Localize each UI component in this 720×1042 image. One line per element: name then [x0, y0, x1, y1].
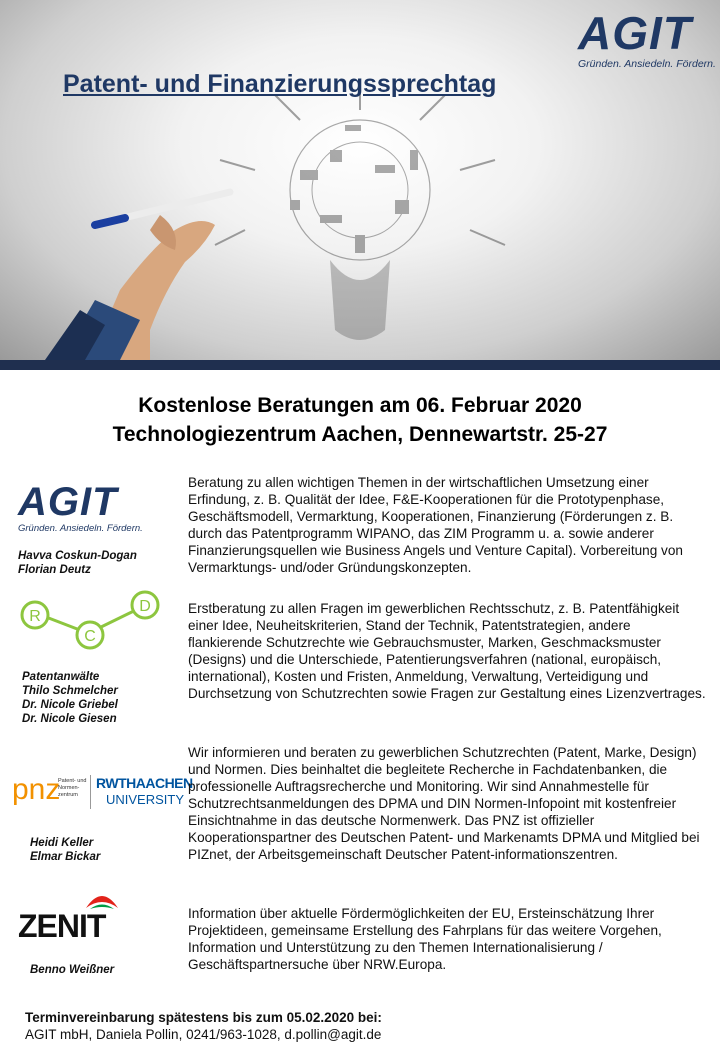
pnz-logo-word: pnz	[12, 773, 61, 806]
contact-name: Thilo Schmelcher	[22, 685, 118, 697]
agit-logo-tagline: Gründen. Ansiedeln. Fördern.	[578, 58, 716, 70]
contact-info: AGIT mbH, Daniela Pollin, 0241/963-1028, d.pollin@agit.de	[25, 1027, 382, 1042]
zenit-description: Information über aktuelle Fördermöglichkeiten der EU, Ersteinschätzung Ihrer Projektideen, gemeinsame Erstellung des Fahrplans für das weitere Vorgehen, Information und Unterstützung zu den Themen Internationalisierung / Geschäftspartnersuche über NRW.Europa.	[188, 906, 662, 972]
contact-name: Florian Deutz	[18, 564, 91, 576]
agit-contact-names	[18, 549, 137, 577]
contact-name: Benno Weißner	[30, 964, 115, 976]
agit-partner-logo-tagline: Gründen. Ansiedeln. Fördern.	[18, 523, 143, 534]
appointment-deadline: Terminvereinbarung spätestens bis zum 05.02.2020 bei:	[25, 1010, 382, 1025]
contact-name: Havva Coskun-Dogan	[18, 550, 137, 562]
rcd-description: Erstberatung zu allen Fragen im gewerblichen Rechtsschutz, z. B. Patentfähigkeit einer Idee, Neuheitskriterien, Stand der Technik, Patentstrategien, andere flankierende Schutzrechte wie Gebrauchsmuster, Marken, Geschmacksmuster (Designs) und die Unterschiede, Patentierungsverfahren (national, europäisch, international), Kosten und Fristen, Anmeldung, Verwaltung, Verteidigung und Durchsetzung von Schutzrechten sowie Fragen zur Gestaltung eines Lizenzvertrages.	[188, 601, 706, 701]
zenit-contact-names	[30, 963, 114, 977]
contact-name: Dr. Nicole Griebel	[22, 699, 118, 711]
agit-partner-logo	[18, 482, 168, 534]
rcd-logo-letter: R	[29, 608, 41, 625]
headline-location: Technologiezentrum Aachen, Dennewartstr. 25-27	[112, 423, 608, 446]
rwth-logo-line1: RWTHAACHEN	[96, 775, 193, 791]
agit-description: Beratung zu allen wichtigen Themen in der wirtschaftlichen Umsetzung einer Erfindung, z. B. Qualität der Idee, F&E-Kooperationen für die Prototypenphase, Geschäftsmodell, Vermarktung, Kooperationen, Finanzierung (Förderungen z. B. durch das Patentprogramm WIPANO, das ZIM Programm u. a. sowie anderer Finanzierungsquellen wie Business Angels und Venture Capital). Vorbereitung von Vermarktungs- und/oder Gründungskonzepten.	[188, 475, 683, 575]
hero-banner	[0, 0, 720, 360]
rwth-logo-line2: UNIVERSITY	[106, 792, 185, 807]
zenit-logo	[18, 888, 138, 948]
contact-name: Patentanwälte	[22, 671, 100, 683]
rcd-contact-names	[22, 670, 118, 726]
zenit-logo-word: ZENIT	[18, 908, 106, 944]
zenit-logo-arc	[82, 888, 122, 910]
pnz-logo-subtitle-line: Patent- und	[58, 778, 87, 784]
rcd-logo-letter: C	[84, 628, 96, 645]
contact-name: Dr. Nicole Giesen	[22, 713, 117, 725]
headline-date: Kostenlose Beratungen am 06. Februar 2020	[138, 394, 582, 417]
hero-divider	[0, 360, 720, 370]
pnz-description: Wir informieren und beraten zu gewerblichen Schutzrechten (Patent, Marke, Design) und Normen. Dies beinhaltet die begleitete Recherche in Fachdatenbanken, die professionelle Auftragsrecherche und Monitoring. Wir sind Annahmestelle für Schutzrechtsanmeldungen des DPMA und DIN Normen-Infopoint mit kostenfreier Einsichtnahme in das deutsche Normenwerk. Das PNZ ist offizieller Kooperationspartner des Deutschen Patent- und Markenamts DPMA und Mitglied bei PIZnet, der Arbeitsgemeinschaft Deutscher Patent-informationszentren.	[188, 745, 700, 862]
contact-name: Elmar Bickar	[30, 851, 101, 863]
pnz-contact-names	[30, 836, 100, 864]
rcd-logo	[15, 590, 165, 650]
pnz-logo-subtitle-line: zentrum	[58, 792, 78, 798]
contact-name: Heidi Keller	[30, 837, 94, 849]
agit-logo-word: AGIT	[578, 7, 692, 59]
logo-divider	[90, 775, 91, 809]
agit-logo	[578, 7, 716, 70]
pnz-logo-subtitle-line: Normen-	[58, 785, 80, 791]
pnz-rwth-logo	[12, 773, 193, 813]
page-title: Patent- und Finanzierungssprechtag	[63, 70, 497, 98]
rcd-logo-letter: D	[139, 598, 151, 615]
pnz-logo-subtitle	[58, 778, 86, 799]
agit-partner-logo-word: AGIT	[18, 480, 118, 524]
